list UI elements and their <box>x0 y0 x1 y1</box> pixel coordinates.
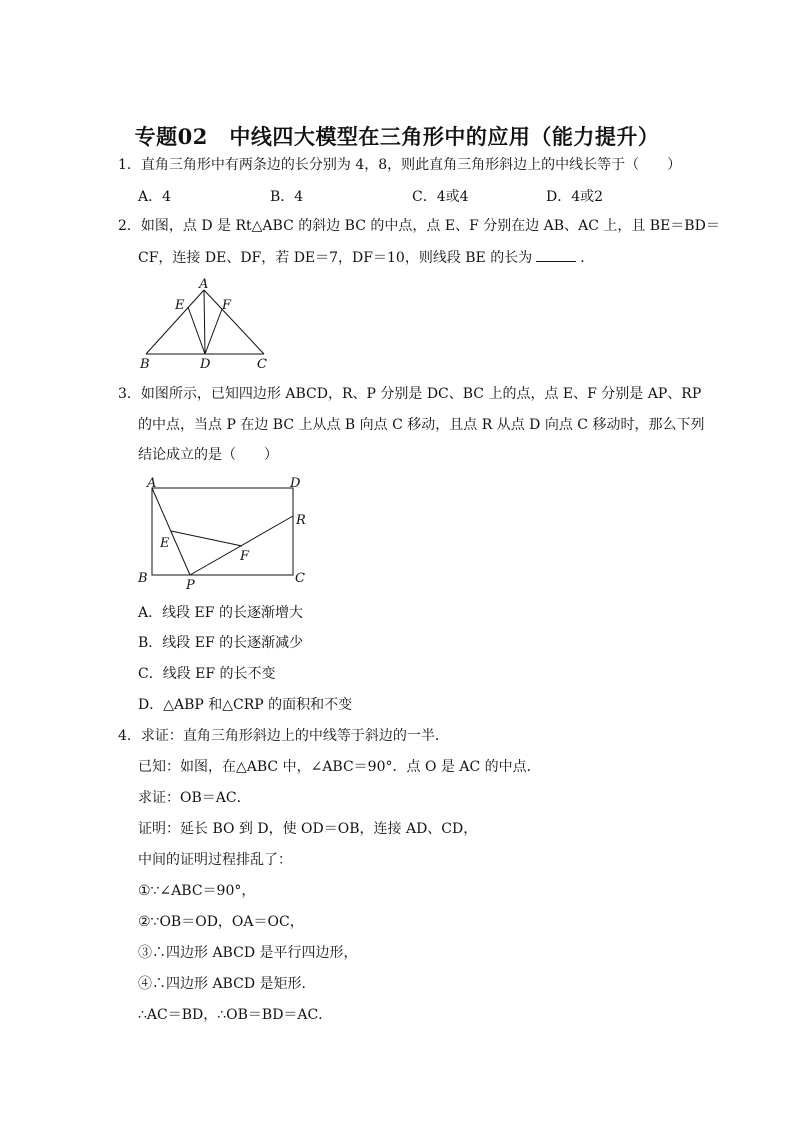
question-3-option-c[interactable]: C．线段 EF 的长不变 <box>138 666 276 682</box>
proof-step-3: ③∴四边形 ABCD 是平行四边形， <box>138 945 358 961</box>
figure-label-a: A <box>147 476 157 491</box>
question-4-proof-start: 证明：延长 BO 到 D，使 OD＝OB，连接 AD、CD， <box>138 821 478 837</box>
figure-label-f: F <box>240 549 250 564</box>
figure-label-b: B <box>138 571 148 586</box>
question-1-option-c[interactable]: C．4或4 <box>412 189 469 205</box>
question-1-option-a[interactable]: A．4 <box>138 189 172 205</box>
question-1-options <box>138 186 658 204</box>
figure-label-f: F <box>222 298 232 313</box>
question-4-shuffled-note: 中间的证明过程排乱了： <box>138 852 292 868</box>
proof-step-2: ②∵OB＝OD，OA＝OC， <box>138 914 304 930</box>
question-2-line-1: 2．如图，点 D 是 Rt△ABC 的斜边 BC 的中点，点 E、F 分别在边 AB、AC 上，且 BE＝BD＝ <box>118 218 720 234</box>
page-title: 专题02 中线四大模型在三角形中的应用（能力提升） <box>134 124 660 149</box>
question-2-line-2-text: CF，连接 DE、DF，若 DE＝7，DF＝10，则线段 BE 的长为 <box>138 250 533 266</box>
question-3-line-1: 3．如图所示，已知四边形 ABCD，R、P 分别是 DC、BC 上的点，点 E、F 分别是 AP、RP <box>118 386 702 402</box>
question-1-option-d[interactable]: D．4或2 <box>546 189 604 205</box>
question-1-option-b[interactable]: B．4 <box>270 189 304 205</box>
figure-quadrilateral-abcd <box>136 474 316 592</box>
proof-step-1: ①∵∠ABC＝90°， <box>138 883 256 899</box>
question-2-line-2-end: ． <box>580 250 595 266</box>
proof-conclusion: ∴AC＝BD，∴OB＝BD＝AC． <box>138 1007 333 1023</box>
figure-label-b: B <box>140 357 150 372</box>
answer-blank[interactable] <box>536 249 576 262</box>
question-3-option-d[interactable]: D．△ABP 和△CRP 的面积和不变 <box>138 697 353 713</box>
question-3-option-b[interactable]: B．线段 EF 的长逐渐减少 <box>138 635 304 651</box>
figure-label-d: D <box>200 357 211 372</box>
figure-triangle-abc <box>138 276 278 372</box>
figure-label-c: C <box>257 357 267 372</box>
figure-label-r: R <box>296 513 306 528</box>
question-3-line-3: 结论成立的是（ ） <box>138 447 278 463</box>
figure-label-e: E <box>160 536 170 551</box>
question-4-statement: 4．求证：直角三角形斜边上的中线等于斜边的一半． <box>118 728 449 744</box>
figure-label-e: E <box>175 298 185 313</box>
question-4-to-prove: 求证：OB＝AC． <box>138 790 251 806</box>
proof-step-4: ④∴四边形 ABCD 是矩形． <box>138 976 316 992</box>
figure-label-c: C <box>295 571 305 586</box>
question-3-line-2: 的中点，当点 P 在边 BC 上从点 B 向点 C 移动，且点 R 从点 D 向点 C 移动时，那么下列 <box>138 417 705 433</box>
question-1-text: 1．直角三角形中有两条边的长分别为 4，8，则此直角三角形斜边上的中线长等于（ ） <box>118 157 682 173</box>
question-2-line-2 <box>138 249 594 267</box>
question-3-option-a[interactable]: A．线段 EF 的长逐渐增大 <box>138 605 303 621</box>
figure-label-d: D <box>290 476 301 491</box>
figure-label-p: P <box>186 578 195 592</box>
figure-label-a: A <box>199 277 209 292</box>
question-4-given: 已知：如图，在△ABC 中，∠ABC＝90°．点 O 是 AC 的中点． <box>138 759 541 775</box>
